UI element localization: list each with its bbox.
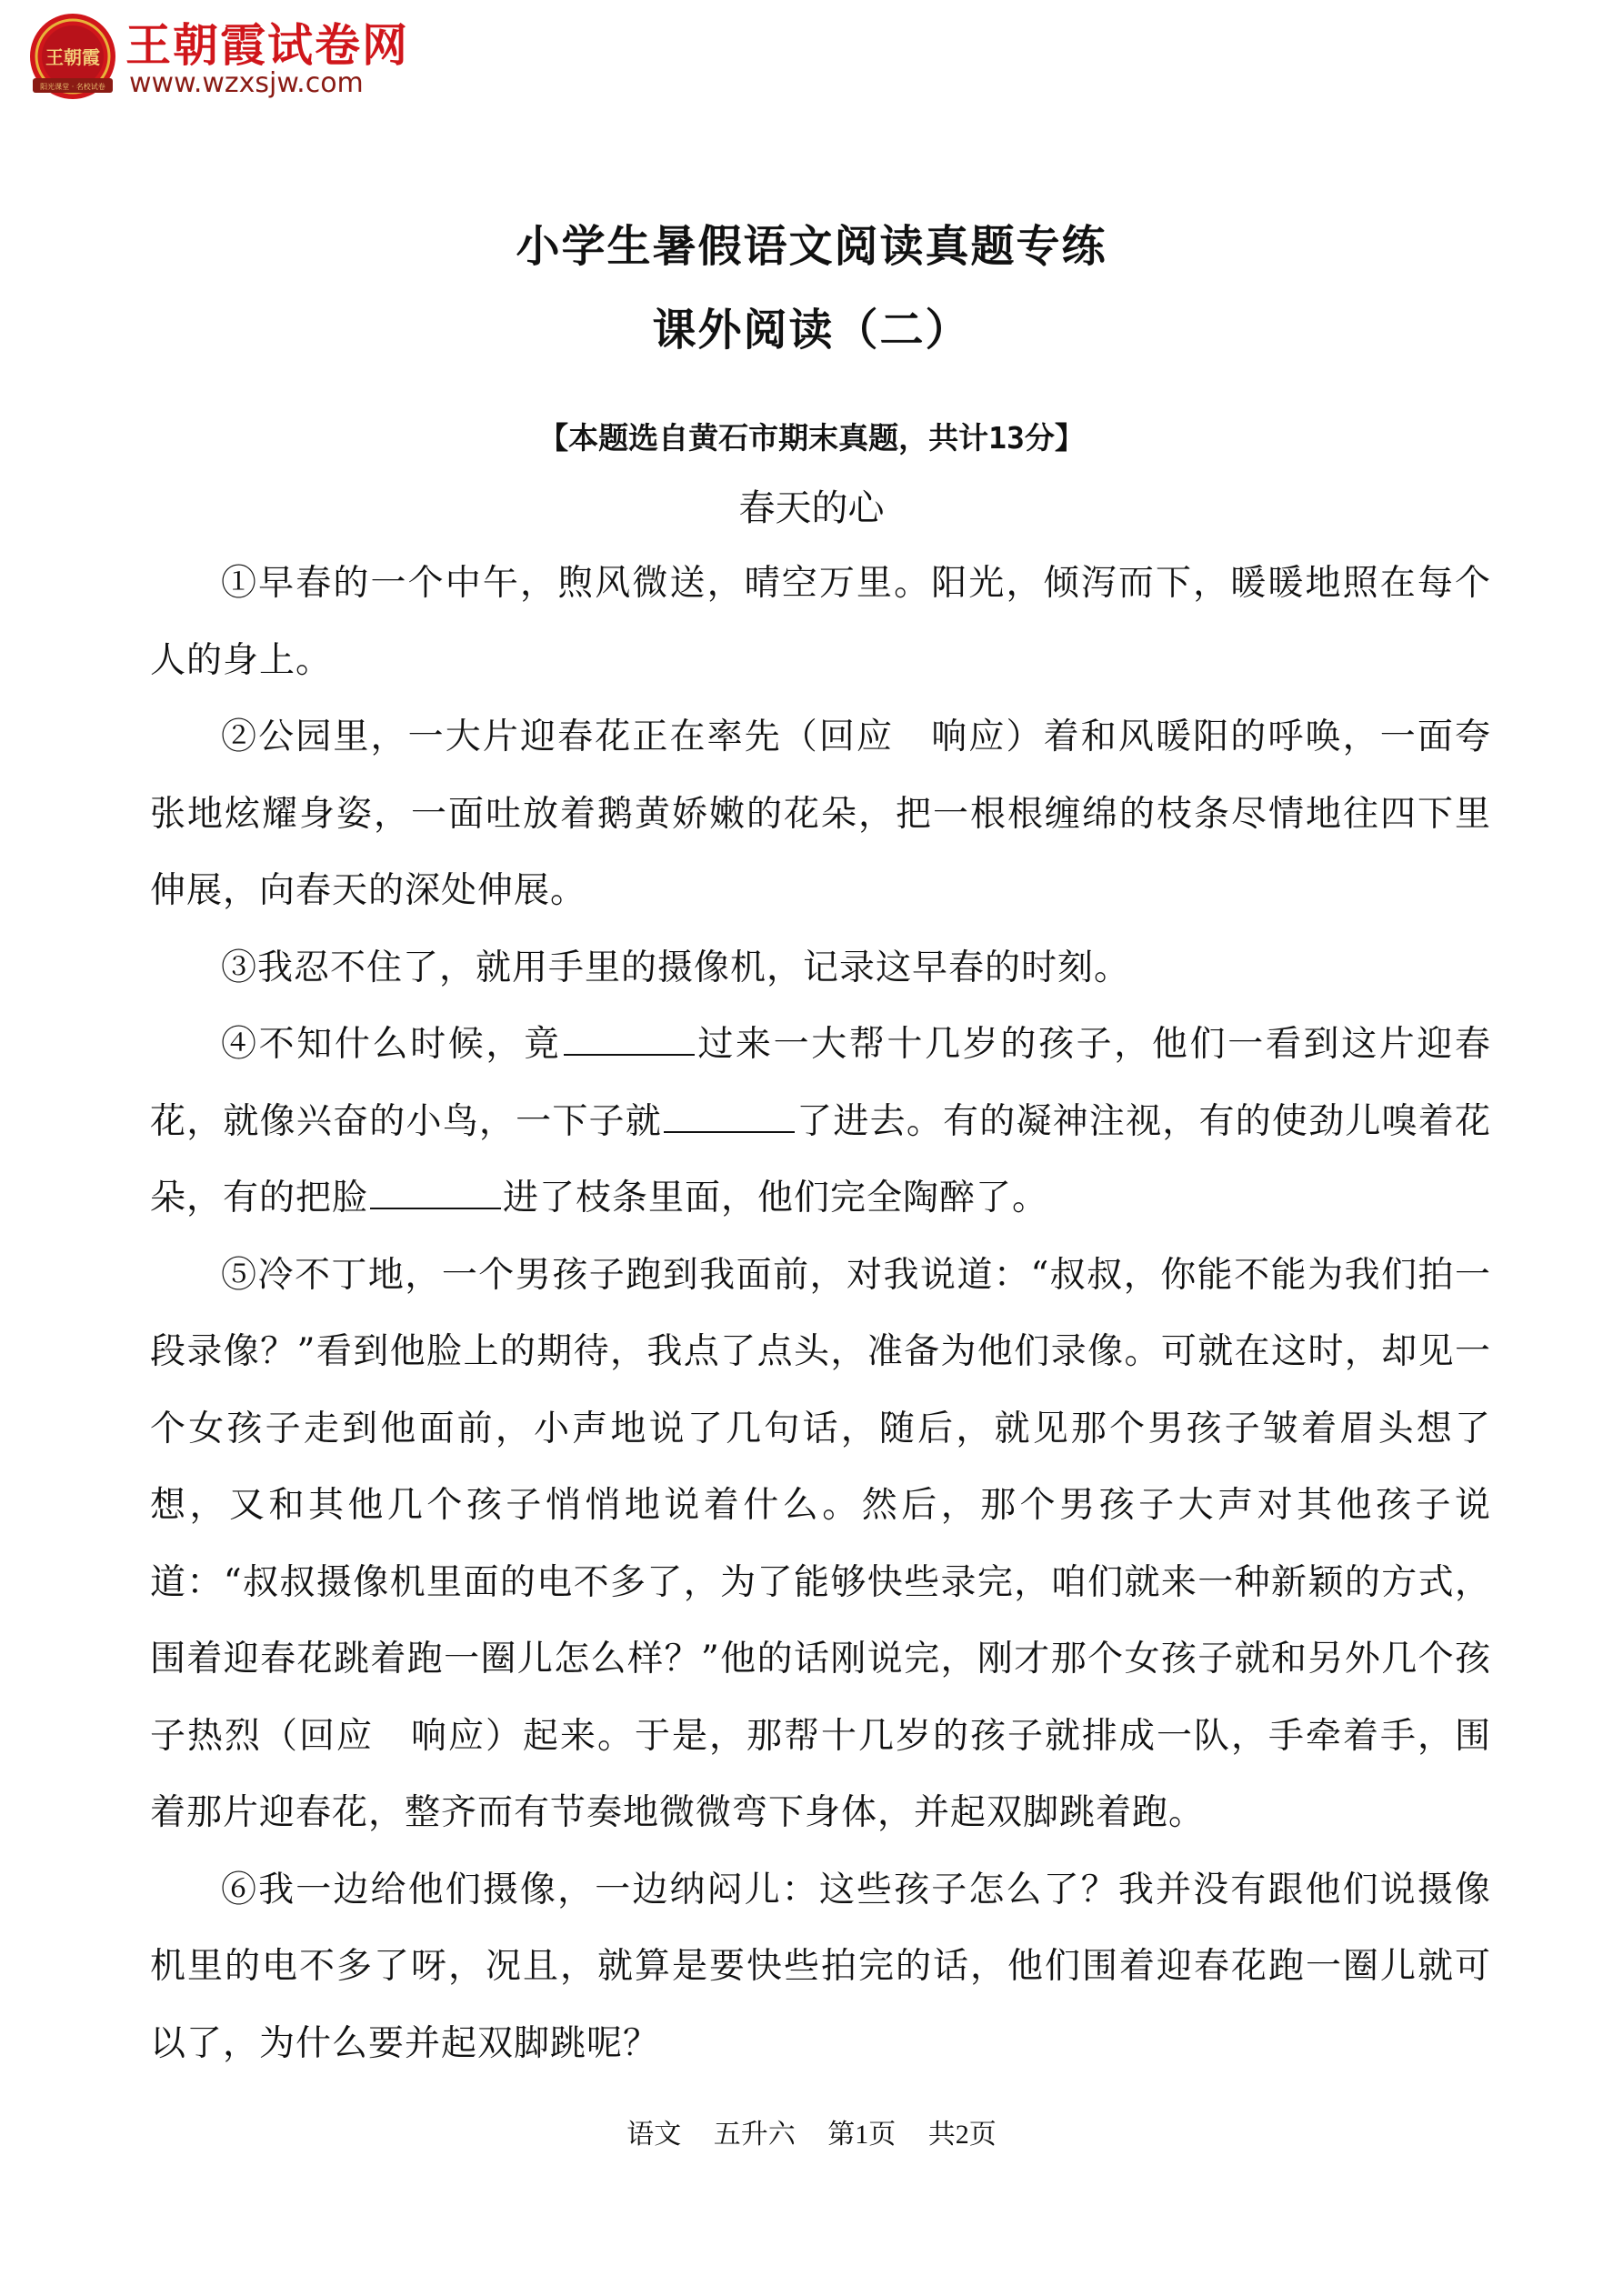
seal-ribbon-text: 阳光课堂 · 名校试卷 bbox=[40, 83, 105, 91]
footer-subject: 语文 bbox=[626, 2120, 682, 2150]
paragraph-4-part-d: 进了枝条里面，他们完全陶醉了。 bbox=[503, 1178, 1049, 1218]
article-body bbox=[150, 546, 1491, 2082]
paragraph-5: ⑤冷不丁地，一个男孩子跑到我面前，对我说道：“叔叔，你能不能为我们拍一段录像？”看到他脸上的期待，我点了点头，准备为他们录像。可就在这时，却见一个女孩子走到他面前，小声地说了几句话，随后，就见那个男孩子皱着眉头想了想，又和其他几个孩子悄悄地说着什么。然后，那个男孩子大声对其他孩子说道：“叔叔摄像机里面的电不多了，为了能够快些录完，咱们就来一种新颖的方式，围着迎春花跳着跑一圈儿怎么样？”他的话刚说完，刚才那个女孩子就和另外几个孩子热烈（回应 响应）起来。于是，那帮十几岁的孩子就排成一队，手牵着手，围着那片迎春花，整齐而有节奏地微微弯下身体，并起双脚跳着跑。 bbox=[150, 1254, 1491, 1833]
fill-blank-2[interactable] bbox=[664, 1097, 795, 1133]
seal-logo-icon bbox=[27, 11, 118, 102]
article-title: 春天的心 bbox=[738, 487, 885, 529]
paragraph-4-part-b: 过来一大帮十几岁的孩子，他们一看到这片迎春花，就像兴奋的小鸟，一下子就 bbox=[150, 1024, 1491, 1142]
paragraph-2: ②公园里，一大片迎春花正在率先（回应 响应）着和风暖阳的呼唤，一面夸张地炫耀身姿，一面吐放着鹅黄娇嫩的花朵，把一根根缠绵的枝条尽情地往四下里伸展，向春天的深处伸展。 bbox=[150, 717, 1491, 911]
source-note: 【本题选自黄石市期末真题，共计13分】 bbox=[538, 420, 1085, 456]
brand-name: 王朝霞试卷网 bbox=[125, 19, 409, 72]
site-logo bbox=[27, 7, 409, 107]
brand-url[interactable]: www.wzxsjw.com bbox=[129, 67, 364, 99]
paragraph-4-part-a: ④不知什么时候，竟 bbox=[221, 1024, 562, 1065]
page-title: 小学生暑假语文阅读真题专练 bbox=[516, 221, 1107, 272]
paragraph-3: ③我忍不住了，就用手里的摄像机，记录这早春的时刻。 bbox=[221, 947, 1131, 988]
paragraph-6: ⑥我一边给他们摄像，一边纳闷儿：这些孩子怎么了？我并没有跟他们说摄像机里的电不多了呀，况且，就算是要快些拍完的话，他们围着迎春花跑一圈儿就可以了，为什么要并起双脚跳呢？ bbox=[150, 1869, 1491, 2064]
footer-page: 第1页 bbox=[827, 2120, 897, 2150]
paragraph-4-part-c: 了进去。有的凝神注视，有的使劲儿嗅着花朵，有的把脸 bbox=[150, 1100, 1491, 1218]
fill-blank-3[interactable] bbox=[370, 1173, 501, 1209]
fill-blank-1[interactable] bbox=[564, 1019, 695, 1056]
seal-text: 王朝霞 bbox=[45, 46, 100, 68]
paragraph-1: ①早春的一个中午，煦风微送，晴空万里。阳光，倾泻而下，暖暖地照在每个人的身上。 bbox=[150, 563, 1491, 681]
page-footer bbox=[0, 2111, 1623, 2151]
footer-total: 共2页 bbox=[927, 2120, 997, 2150]
page-subtitle: 课外阅读（二） bbox=[652, 305, 971, 356]
paragraph-4 bbox=[150, 1007, 1491, 1238]
footer-grade: 五升六 bbox=[713, 2120, 796, 2150]
